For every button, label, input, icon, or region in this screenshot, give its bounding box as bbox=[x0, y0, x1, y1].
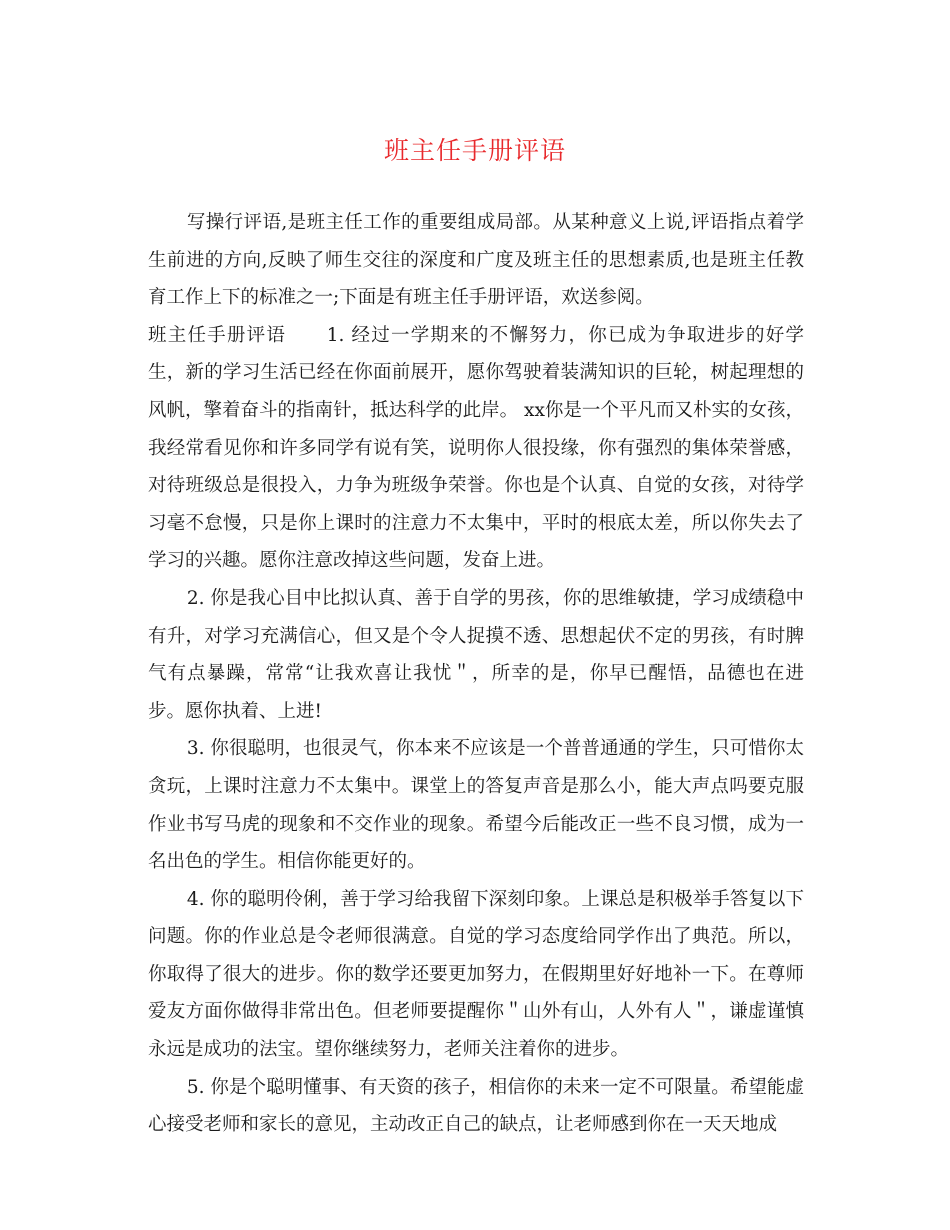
item-1-paragraph bbox=[148, 317, 804, 580]
item-5-paragraph: 5. 你是个聪明懂事、有天资的孩子，相信你的未来一定不可限量。希望能虚心接受老师和家长的意见，主动改正自己的缺点，让老师感到你在一天天地成 bbox=[148, 1076, 804, 1136]
item-4-paragraph: 4. 你的聪明伶俐，善于学习给我留下深刻印象。上课总是积极举手答复以下问题。你的作业总是令老师很满意。自觉的学习态度给同学作出了典范。所以，你取得了很大的进步。你的数学还要更加努力，在假期里好好地补一下。在尊师爱友方面你做得非常出色。但老师要提醒你＂山外有山，人外有人＂，谦虚谨慎永远是成功的法宝。望你继续努力，老师关注着你的进步。 bbox=[148, 888, 804, 1061]
document-body bbox=[148, 204, 804, 1144]
item-1-text: 1. 经过一学期来的不懈努力，你已成为争取进步的好学生，新的学习生活已经在你面前展开，愿你驾驶着装满知识的巨轮，树起理想的风帆，擎着奋斗的指南针，抵达科学的此岸。 xx你是一个平凡而又朴实的女孩，我经常看见你和许多同学有说有笑，说明你人很投缘，你有强烈的集体荣誉感，对待班级总是很投入，力争为班级争荣誉。你也是个认真、自觉的女孩，对待学习毫不怠慢，只是你上课时的注意力不太集中，平时的根底太差，所以你失去了学习的兴趣。愿你注意改掉这些问题，发奋上进。 bbox=[148, 324, 804, 572]
document-title: 班主任手册评语 bbox=[383, 136, 566, 165]
intro-paragraph: 写操行评语,是班主任工作的重要组成局部。从某种意义上说,评语指点着学生前进的方向,反映了师生交往的深度和广度及班主任的思想素质,也是班主任教育工作上下的标准之一;下面是有班主任手册评语，欢送参阅。 bbox=[148, 212, 804, 309]
section-label: 班主任手册评语 bbox=[148, 324, 287, 346]
item-2-paragraph: 2. 你是我心目中比拟认真、善于自学的男孩，你的思维敏捷，学习成绩稳中有升，对学习充满信心，但又是个令人捉摸不透、思想起伏不定的男孩，有时脾气有点暴躁，常常“让我欢喜让我忧＂，所幸的是，你早已醒悟，品德也在进步。愿你执着、上进! bbox=[148, 587, 804, 722]
item-3-paragraph: 3. 你很聪明，也很灵气，你本来不应该是一个普普通通的学生，只可惜你太贪玩，上课时注意力不太集中。课堂上的答复声音是那么小，能大声点吗要克服作业书写马虎的现象和不交作业的现象。希望今后能改正一些不良习惯，成为一名出色的学生。相信你能更好的。 bbox=[148, 738, 804, 873]
